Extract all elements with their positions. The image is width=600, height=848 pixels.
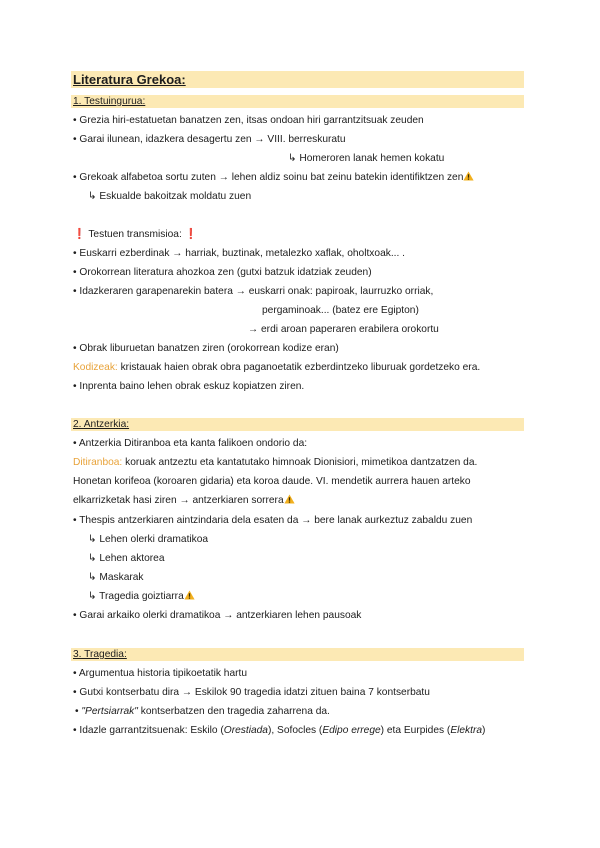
s2-line-5: • Thespis antzerkiaren aintzindaria dela esaten da → bere lanak aurkeztuz zabaldu zuen xyxy=(73,515,473,526)
tr-line-5: → erdi aroan paperaren erabilera orokortu xyxy=(248,324,439,335)
s3-line-2: • Gutxi kontserbatu dira → Eskilok 90 tragedia idatzi zituen baina 7 kontserbatu xyxy=(73,687,430,698)
s1-line-1: • Grezia hiri-estatuetan banatzen zen, itsas ondoan hiri garrantzitsuak zeuden xyxy=(73,115,424,126)
tr-line-6: • Obrak liburuetan banatzen ziren (orokorrean kodize eran) xyxy=(73,343,339,354)
s2-line-9-text: ↳ Tragedia goiztiarra xyxy=(88,591,184,602)
tr-line-3: • Idazkeraren garapenarekin batera → euskarri onak: papiroak, laurruzko orriak, xyxy=(73,286,434,297)
tr-line-8: • Inprenta baino lehen obrak eskuz kopiatzen ziren. xyxy=(73,381,305,392)
s2-line-2 xyxy=(73,456,477,470)
warning-icon xyxy=(184,590,195,600)
exclamation-icon: ❗ xyxy=(184,229,198,240)
s3-line-4-a: • Idazle garrantzitsuenak: Eskilo ( xyxy=(73,725,224,736)
s2-line-1: • Antzerkia Ditiranboa eta kanta falikoen ondorio da: xyxy=(73,438,308,449)
warning-icon xyxy=(284,494,295,504)
s3-line-3 xyxy=(75,705,330,719)
transmission-heading xyxy=(73,228,197,242)
s1-line-4 xyxy=(73,171,474,185)
work-orestiada: Orestiada xyxy=(223,725,268,736)
work-elektra: Elektra xyxy=(450,725,483,736)
tr-line-4: pergaminoak... (batez ere Egipton) xyxy=(262,305,419,316)
s2-line-8: ↳ Maskarak xyxy=(88,572,144,583)
s3-line-4 xyxy=(73,724,485,738)
title-pertsiarrak: "Pertsiarrak" xyxy=(81,706,138,717)
s2-line-4-text: elkarrizketak hasi ziren → antzerkiaren sorrera xyxy=(73,495,284,506)
warning-icon xyxy=(463,171,474,181)
keyword-kodizeak: Kodizeak: xyxy=(73,362,118,373)
s3-line-1: • Argumentua historia tipikoetatik hartu xyxy=(73,668,248,679)
s2-line-3: Honetan korifeoa (koroaren gidaria) eta koroa daude. VI. mendetik aurrera hauen arteko xyxy=(73,476,471,487)
tr-line-7-text: kristauak haien obrak obra paganoetatik ezberdintzeko liburuak gordetzeko era. xyxy=(117,362,481,373)
tr-line-2: • Orokorrean literatura ahozkoa zen (gutxi batzuk idatziak zeuden) xyxy=(73,267,372,278)
keyword-ditiranboa: Ditiranboa: xyxy=(73,457,123,468)
s1-line-3: ↳ Homeroren lanak hemen kokatu xyxy=(288,153,445,164)
s3-line-3-text: kontserbatzen den tragedia zaharrena da. xyxy=(137,706,330,717)
s3-line-3-bullet: • xyxy=(75,706,82,717)
transmission-heading-text: Testuen transmisioa: xyxy=(88,229,182,240)
s2-line-9 xyxy=(88,590,195,604)
s2-line-6: ↳ Lehen olerki dramatikoa xyxy=(88,534,209,545)
s1-line-2: • Garai ilunean, idazkera desagertu zen → VIII. berreskuratu xyxy=(73,134,346,145)
tr-line-1: • Euskarri ezberdinak → harriak, buztinak, metalezko xaflak, oholtxoak... . xyxy=(73,248,405,259)
s2-line-4 xyxy=(73,494,295,508)
s2-line-2-text: koruak antzeztu eta kantatutako himnoak Dionisiori, mimetikoa dantzatzen da. xyxy=(122,457,478,468)
page-title: Literatura Grekoa: xyxy=(73,72,186,87)
exclamation-icon: ❗ xyxy=(73,229,86,240)
s3-line-4-c: ) eta Eurpides ( xyxy=(380,725,451,736)
s1-line-5: ↳ Eskualde bakoitzak moldatu zuen xyxy=(88,191,252,202)
section-2-heading: 2. Antzerkia: xyxy=(73,419,130,430)
s2-line-7: ↳ Lehen aktorea xyxy=(88,553,165,564)
s2-line-10: • Garai arkaiko olerki dramatikoa → antzerkiaren lehen pausoak xyxy=(73,610,362,621)
s3-line-4-b: ), Sofocles ( xyxy=(267,725,323,736)
work-edipo-errege: Edipo errege xyxy=(322,725,381,736)
s1-line-4-text: • Grekoak alfabetoa sortu zuten → lehen aldiz soinu bat zeinu batekin identifiktzen zen xyxy=(73,172,464,183)
section-2-highlight xyxy=(71,418,524,431)
section-3-heading: 3. Tragedia: xyxy=(73,649,127,660)
s3-line-4-d: ) xyxy=(482,725,486,736)
section-3-highlight xyxy=(71,648,524,661)
section-1-heading: 1. Testuingurua: xyxy=(73,96,146,107)
tr-line-7 xyxy=(73,361,480,375)
